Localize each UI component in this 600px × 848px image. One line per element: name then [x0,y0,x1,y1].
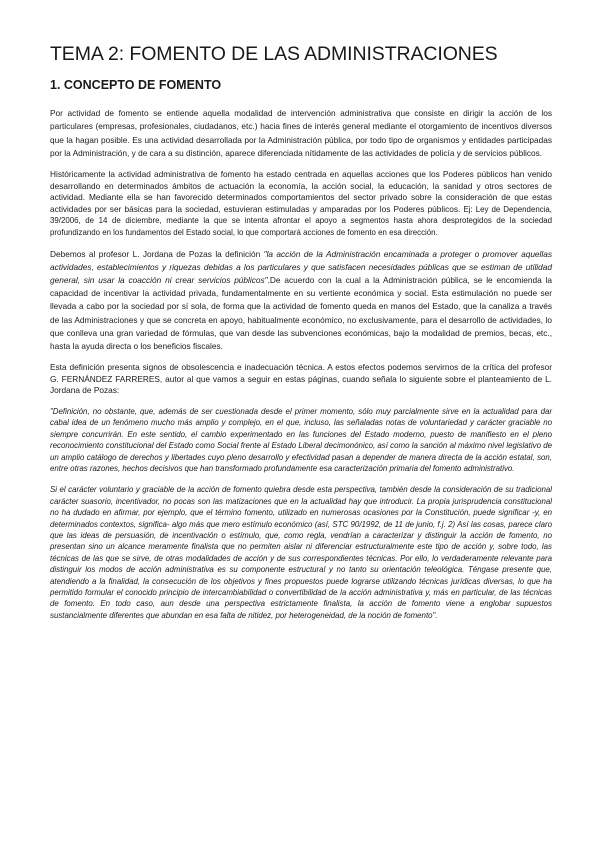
document-page [50,44,552,631]
quote-second: Si el carácter voluntario y graciable de la acción de fomento quiebra desde esta perspectiva, también desde la consideración de su tradicional carácter suasorio, incentivador, no pocas son las matizaciones que en la actualidad hay que introducir. La propia jurisprudencia constitucional no ha dudado en afirmar, por ejemplo, que el término fomento, utilizado en numerosas ocasiones por la Constitución, puede significar -y, en determinados contextos, significa- algo más que mero estímulo económico (así, STC 90/1992, de 11 de junio, f.j. 2) Así las cosas, parece claro que las ideas de persuasión, de incentivación o estímulo, que, como regla, vendrían a caracterizar y distinguir la acción de fomento, no presentan sino un alcance meramente finalista que no permiten aislar ni diferenciar estructuralmente este tipo de acción y, sobre todo, las técnicas de las que se sirve, de otras modalidades de acción y de sus correspondientes técnicas. Por ello, lo verdaderamente relevante para distinguir los modos de acción administrativa es su componente estructural y no tanto su orientación teleológica. Téngase presente que, atendiendo a la finalidad, la consecución de los objetivos y fines propuestos puede lograrse utilizando técnicas jurídicas diversas, lo que ha permitido formular el conocido principio de intercambiabilidad o convertibilidad de la acción administrativa y, más en particular, de las técnicas de fomento. En todo caso, aun desde una perspectiva estrictamente finalista, la acción de fomento viene a englobar supuestos sustancialmente diferentes que abundan en esa falta de nitidez, por heterogeneidad, de la noción de fomento". [50,485,552,620]
page-title: TEMA 2: FOMENTO DE LAS ADMINISTRACIONES [50,43,498,65]
paragraph-history [50,169,552,239]
jordana-definition: "la acción de la Administración encaminada a proteger o promover aquellas actividades, establecimientos y riquezas debidas a los particulares y que satisfacen necesidades públicas que se estiman de utilidad general, sin usar la coacción ni crear servicios públicos" [50,248,552,285]
jordana-intro: Debemos al profesor L. Jordana de Pozas la definición [50,248,264,259]
quote-first: "Definición, no obstante, que, además de ser cuestionada desde el primer momento, sólo muy parcialmente sirve en la actualidad para dar cabal idea de un fenómeno mucho más amplio y complejo, en el que, incluso, las señaladas notas de voluntariedad y carácter graciable no siempre concurrirán. En este sentido, el cambio experimentado en las funciones del Estado moderno, puesto de manifiesto en el pleno reconocimiento constitucional del Estado como Social frente al Estado Liberal decimonónico, así como la sanción al máximo nivel legislativo de un amplio catálogo de derechos y libertades cuyo pleno desarrollo y efectividad pasan a depender de manera directa de la acción estatal, son, entre otras razones, hechos decisivos que han transformado profundamente esa caracterización primaria del fomento administrativo. [50,406,552,473]
history-example: Ej: Ley de Dependencia, 39/2006, de 14 de diciembre, mediante la que se intenta afrontar el apoyo a segmentos hasta ahora desprotegidos de la sociedad profundizando en los fundamentos del Estado social, lo que comportará acciones de fomento en esa dirección. [50,204,553,237]
section-heading: 1. CONCEPTO DE FOMENTO [50,78,222,93]
paragraph-jordana [50,248,552,354]
jordana-rest: .De acuerdo con la cual a la Administración pública, se le encomienda la capacidad de incentivar la actividad privada, fundamentalmente en su vertiente económica y social. Esta estimulación no puede ser llevada a cabo por la sociedad por sí sola, de forma que la actividad de fomento queda en manos del Estado, que la canaliza a través de las Administraciones y que se concreta en apoyo, habitualmente económico, no exclusivamente, para el desarrollo de actividades, lo que conlleva una gran variedad de fórmulas, que van desde las subvenciones económicas, bajo la modalidad de premios, becas, etc., hasta la ayuda directa o los beneficios fiscales. [50,274,552,351]
history-text: Históricamente la actividad administrativa de fomento ha estado centrada en aquellas acciones que los Poderes públicos han venido desarrollando en determinados ámbitos de actuación la economía, la acción social, la educación, la sanidad y otros sectores de actividad. Mediante ella se han favorecido determinados comportamientos del sector privado sobre la consideración de que estas actividades por ser básicas para la sociedad, estuvieran estimuladas y amparadas por los Poderes públicos. [50,169,552,214]
paragraph-critique-intro: Esta definición presenta signos de obsolescencia e inadecuación técnica. A estos efectos podemos servirnos de la crítica del profesor G. FERNÁNDEZ FARRERES, autor al que vamos a seguir en estas páginas, cuando señala lo siguiente sobre el planteamiento de L. Jordana de Pozas: [50,362,552,396]
paragraph-definition: Por actividad de fomento se entiende aquella modalidad de intervención administrativa que consiste en dirigir la acción de los particulares (empresas, profesionales, ciudadanos, etc.) hacia fines de interés general mediante el otorgamiento de incentivos diversos que la hagan posible. Es una actividad desarrollada por la Administración pública, por todo tipo de organismos y entidades participadas por la Administración, y de cara a su distinción, aparece diferenciada nítidamente de las actividades de policía y de servicios públicos. [50,108,552,158]
